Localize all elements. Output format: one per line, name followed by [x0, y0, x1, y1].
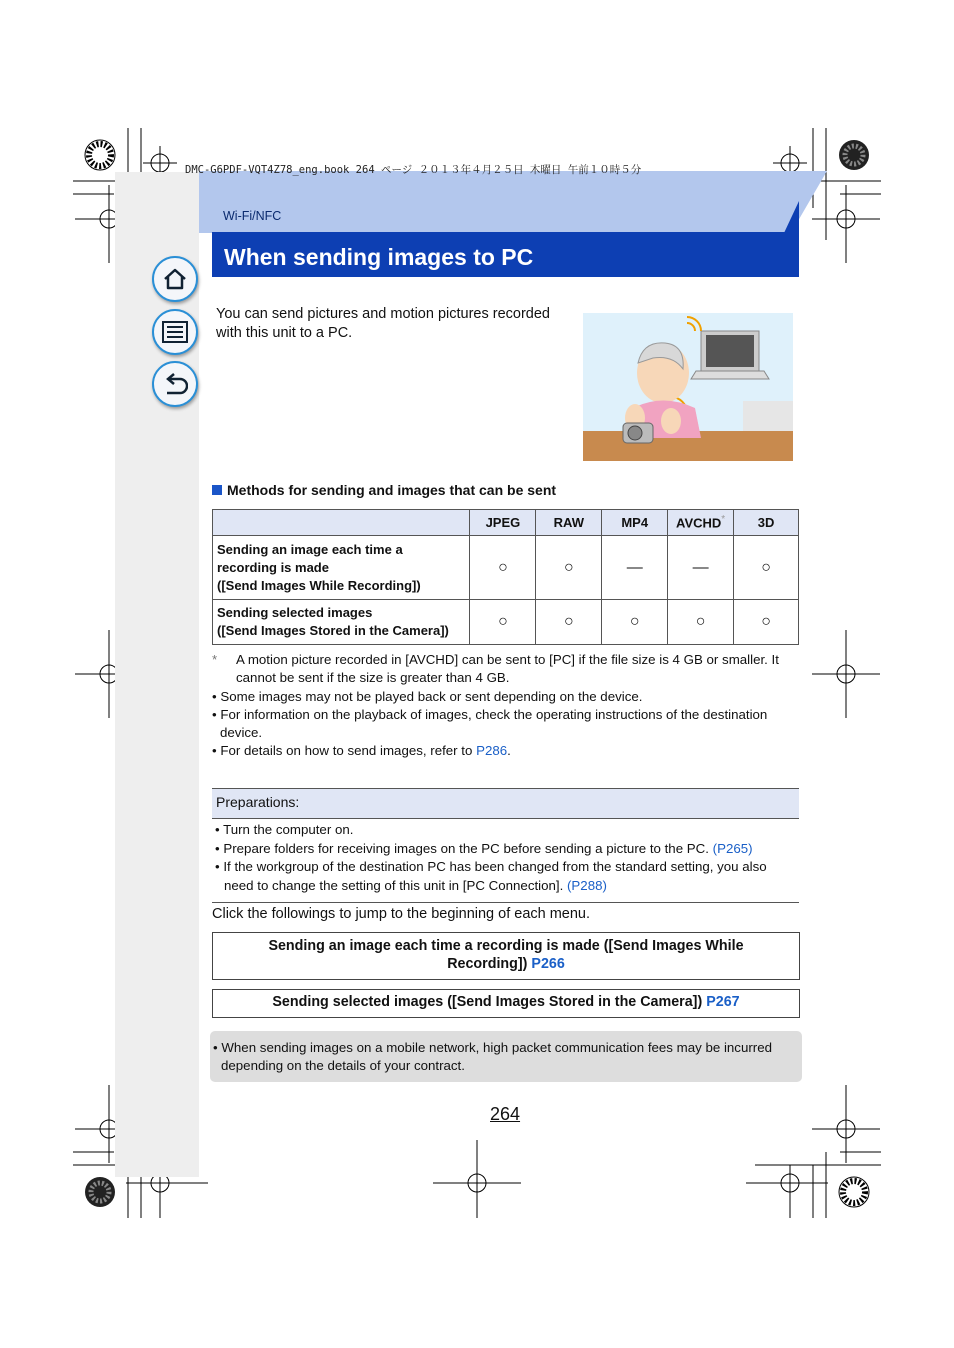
page-number: 264	[490, 1104, 521, 1124]
list-item-text: Prepare folders for receiving images on the PC before sending a picture to the PC.	[223, 840, 713, 856]
table-header-blank	[213, 510, 470, 536]
jump-send-while-recording[interactable]	[212, 932, 800, 980]
page-link-p265[interactable]: (P265)	[712, 840, 753, 856]
row-label	[213, 600, 470, 645]
row-label-line: Sending selected images	[217, 605, 373, 620]
notes-list	[212, 688, 799, 760]
preparations-header	[212, 788, 799, 819]
page-link-p288[interactable]: (P288)	[567, 877, 607, 893]
row-label	[213, 536, 470, 600]
methods-table	[212, 509, 799, 645]
home-icon	[162, 267, 188, 291]
row-label-line: recording is made	[217, 559, 329, 575]
preparations-list	[215, 821, 797, 895]
column-header-label: AVCHD	[676, 515, 722, 531]
table-row	[213, 536, 799, 600]
page-link-p286[interactable]: P286	[476, 743, 508, 758]
support-mark: ○	[470, 600, 536, 645]
support-mark: ○	[470, 536, 536, 600]
page-link-p266[interactable]: P266	[531, 956, 565, 972]
jump-send-stored-images[interactable]	[212, 989, 800, 1018]
list-item: • Prepare folders for receiving images on the PC before sending a picture to the PC. (P265)	[215, 840, 753, 856]
column-header: JPEG	[470, 510, 536, 536]
list-item: • If the workgroup of the destination PC has been changed from the standard setting, you also need to change the setting of this unit in [PC Connection]. (P288)	[215, 859, 767, 893]
home-button[interactable]	[152, 256, 198, 302]
list-item: • For details on how to send images, refer to P286.	[212, 743, 511, 758]
list-item-text: For details on how to send images, refer to	[220, 743, 477, 758]
support-mark: —	[602, 536, 668, 600]
mobile-network-note	[210, 1031, 802, 1082]
support-mark: ○	[602, 600, 668, 645]
square-bullet-icon	[212, 485, 222, 495]
jump-label-line: Sending an image each time a recording is made ([Send Images While	[268, 938, 744, 954]
row-label-line: ([Send Images While Recording])	[217, 577, 421, 593]
support-mark: ○	[734, 536, 799, 600]
divider	[212, 902, 799, 903]
page-title: When sending images to PC	[224, 244, 534, 270]
illustration-person-sending-to-pc	[583, 313, 793, 461]
support-mark: ○	[536, 600, 602, 645]
page-link-p267[interactable]: P267	[706, 994, 740, 1010]
column-header-avchd	[668, 510, 734, 536]
jump-label-line: Recording])	[447, 956, 528, 972]
list-item-text: Some images may not be played back or sent depending on the device.	[220, 689, 643, 704]
contents-button[interactable]	[152, 309, 198, 355]
row-label-line: Sending an image each time a	[217, 541, 403, 557]
asterisk-mark: *	[721, 514, 726, 526]
asterisk-note-text: A motion picture recorded in [AVCHD] can be sent to [PC] if the file size is 4 GB or smaller. It cannot be sent if the size is greater than 4 GB.	[236, 652, 779, 685]
methods-heading-text: Methods for sending and images that can be sent	[227, 482, 557, 498]
list-item-text: If the workgroup of the destination PC has been changed from the standard setting, you also need to change the setting of this unit in [PC Connection].	[223, 859, 767, 893]
jump-label: Sending selected images ([Send Images Stored in the Camera])	[272, 994, 703, 1010]
list-item-text: When sending images on a mobile network, high packet communication fees may be incurred depending on the details of your contract.	[221, 1040, 772, 1073]
support-mark: —	[668, 536, 734, 600]
list-item: • Turn the computer on.	[215, 822, 354, 837]
column-header: 3D	[734, 510, 799, 536]
header-band	[199, 171, 829, 233]
contents-list-icon	[162, 321, 188, 343]
support-mark: ○	[734, 600, 799, 645]
column-header: RAW	[536, 510, 602, 536]
back-arrow-icon	[162, 372, 188, 396]
section-label: Wi-Fi/NFC	[223, 209, 282, 223]
methods-heading	[212, 482, 556, 498]
table-row	[213, 600, 799, 645]
row-label-line: ([Send Images Stored in the Camera])	[217, 623, 449, 638]
file-header: DMC-G6PDF-VQT4Z78_eng.book 264 ページ ２０１３年４月２５日 木曜日 午前１０時５分	[185, 164, 642, 176]
intro-text: You can send pictures and motion pictures recorded with this unit to a PC.	[216, 306, 550, 341]
support-mark: ○	[668, 600, 734, 645]
list-item: • Some images may not be played back or sent depending on the device.	[212, 689, 643, 704]
asterisk-note	[212, 651, 799, 687]
support-mark: ○	[536, 536, 602, 600]
list-item-text: .	[507, 743, 511, 758]
asterisk-symbol: *	[212, 652, 218, 667]
list-item: • For information on the playback of images, check the operating instructions of the destination device.	[212, 707, 768, 740]
column-header: MP4	[602, 510, 668, 536]
preparations-title: Preparations:	[216, 794, 300, 810]
list-item-text: For information on the playback of images, check the operating instructions of the destination device.	[220, 707, 768, 740]
back-button[interactable]	[152, 361, 198, 407]
click-note: Click the followings to jump to the beginning of each menu.	[212, 906, 591, 922]
list-item: • When sending images on a mobile network, high packet communication fees may be incurred depending on the details of your contract.	[213, 1040, 772, 1073]
list-item-text: Turn the computer on.	[223, 822, 354, 837]
